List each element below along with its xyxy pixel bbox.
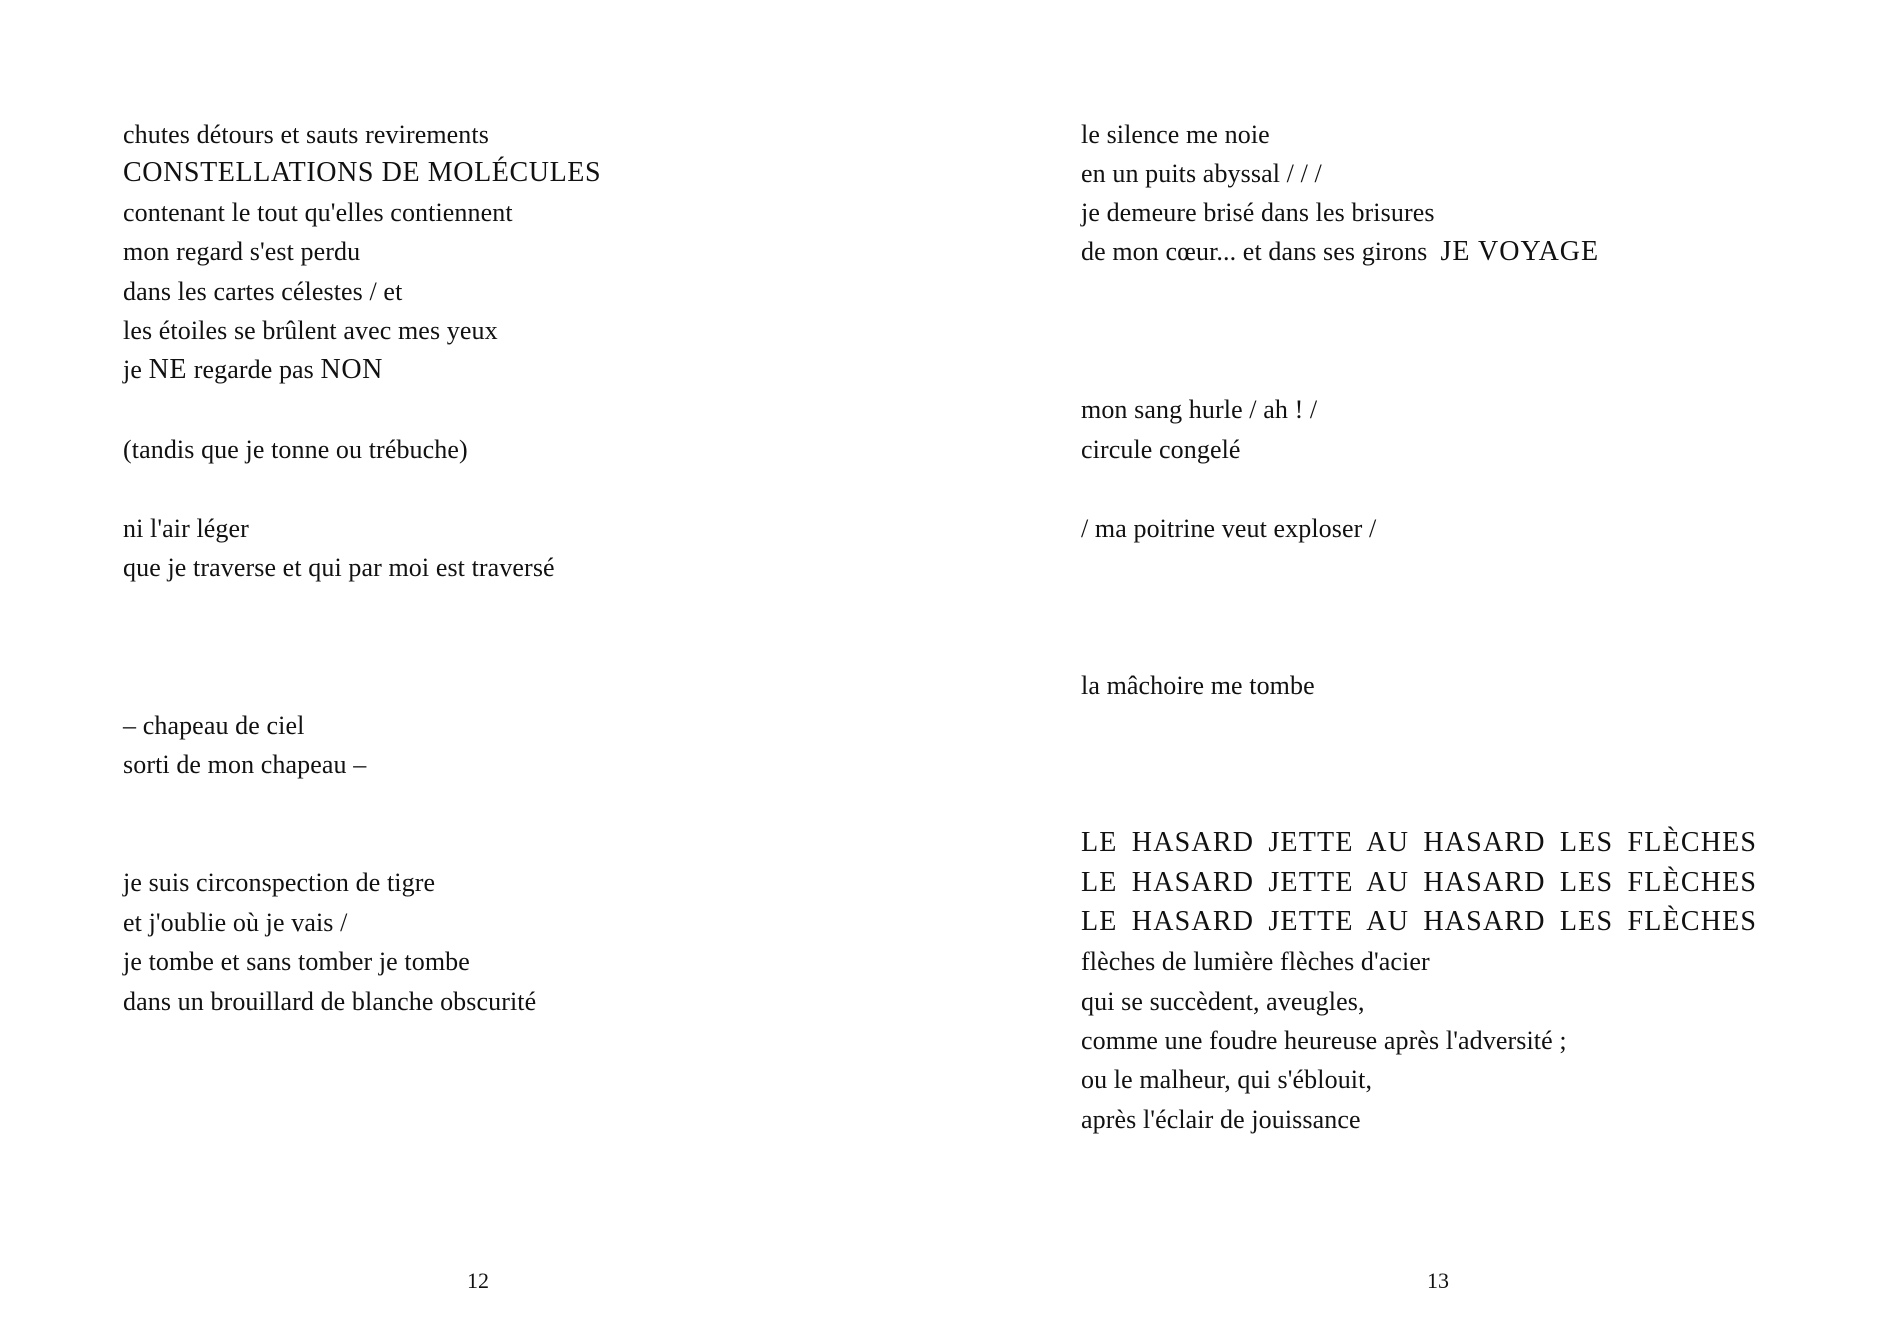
poem-line: mon regard s'est perdu (123, 237, 361, 266)
poem-line: la mâchoire me tombe (1081, 671, 1315, 700)
caps-fragment: NON (320, 354, 383, 385)
poem-line: je demeure brisé dans les brisures (1081, 198, 1435, 227)
poem-line: en un puits abyssal / / / (1081, 159, 1322, 188)
poem-line: sorti de mon chapeau – (123, 750, 367, 779)
poem-line-mixed (123, 355, 383, 385)
poem-line: ou le malheur, qui s'éblouit, (1081, 1065, 1373, 1094)
poem-line-caps: CONSTELLATIONS DE MOLÉCULES (123, 157, 602, 188)
poem-line: ni l'air léger (123, 514, 249, 543)
poem-line: flèches de lumière flèches d'acier (1081, 947, 1430, 976)
text-fragment: regarde pas (187, 355, 321, 384)
poem-line-caps: LE HASARD JETTE AU HASARD LES FLÈCHES (1081, 827, 1758, 858)
poem-line: mon sang hurle / ah ! / (1081, 395, 1318, 424)
poem-line: comme une foudre heureuse après l'adversité ; (1081, 1026, 1567, 1055)
poem-line: le silence me noie (1081, 120, 1270, 149)
page-number: 13 (1427, 1268, 1449, 1293)
poem-line: je tombe et sans tomber je tombe (123, 947, 470, 976)
poem-line: dans les cartes célestes / et (123, 277, 403, 306)
caps-fragment: JE VOYAGE (1440, 236, 1600, 267)
text-fragment: je (123, 355, 149, 384)
text-fragment: de mon cœur... et dans ses girons (1081, 237, 1428, 266)
poem-line: chutes détours et sauts revirements (123, 120, 489, 149)
right-page (945, 0, 1890, 1339)
page-number: 12 (467, 1268, 489, 1293)
poem-line-caps: LE HASARD JETTE AU HASARD LES FLÈCHES (1081, 867, 1758, 898)
poem-line: circule congelé (1081, 435, 1241, 464)
poem-line: dans un brouillard de blanche obscurité (123, 987, 537, 1016)
caps-fragment: NE (148, 354, 188, 385)
poem-line: (tandis que je tonne ou trébuche) (123, 435, 468, 464)
poem-line: et j'oublie où je vais / (123, 908, 348, 937)
poem-line: contenant le tout qu'elles contiennent (123, 198, 513, 227)
poem-line: qui se succèdent, aveugles, (1081, 987, 1365, 1016)
poem-line: / ma poitrine veut exploser / (1081, 514, 1377, 543)
poem-line: – chapeau de ciel (123, 711, 305, 740)
poem-line-caps: LE HASARD JETTE AU HASARD LES FLÈCHES (1081, 906, 1758, 937)
poem-line: que je traverse et qui par moi est traversé (123, 553, 555, 582)
poem-line: les étoiles se brûlent avec mes yeux (123, 316, 498, 345)
poem-line: après l'éclair de jouissance (1081, 1105, 1361, 1134)
poem-line-mixed (1081, 237, 1599, 267)
poem-line: je suis circonspection de tigre (123, 868, 436, 897)
